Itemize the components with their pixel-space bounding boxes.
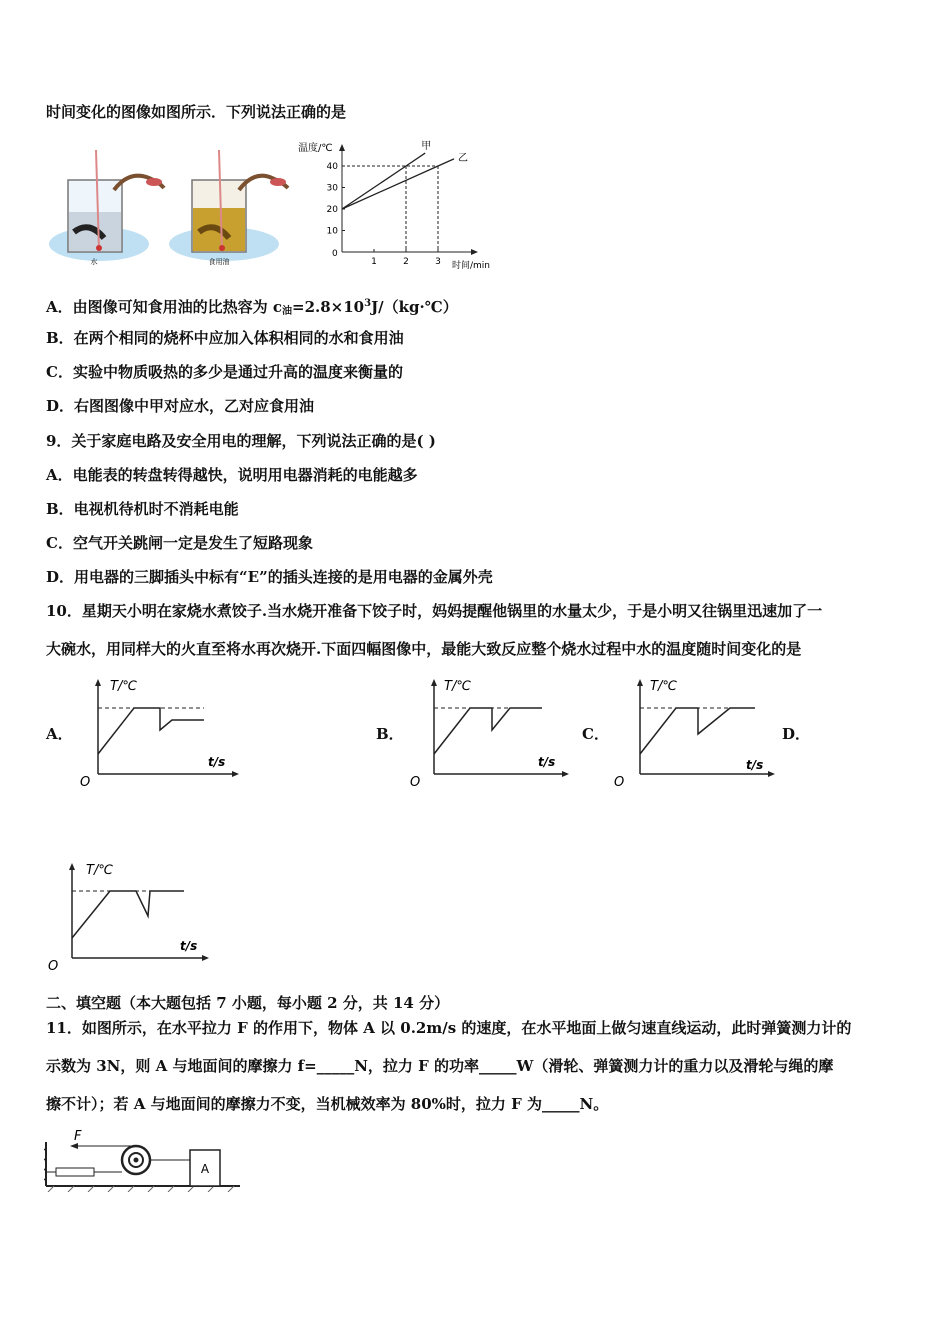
q10-option-c-label[interactable]: C． (582, 725, 609, 743)
q11-block-label: A (200, 1162, 210, 1176)
graph-c-x-label: t/s (746, 758, 764, 772)
water-label: 水 (90, 258, 98, 266)
q8-option-a-mid: =2.8×10 (292, 298, 365, 316)
q11-line2: 示数为 3N，则 A 与地面间的摩擦力 f=_____N，拉力 F 的功率_____W（滑轮、弹簧测力计的重力以及滑轮与绳的摩 (46, 1057, 834, 1075)
graph-d-origin: O (48, 959, 59, 974)
q10-option-d-label[interactable]: D． (782, 725, 811, 743)
chart-x-arrow (471, 249, 478, 255)
q8-option-a-sub: 油 (282, 306, 292, 317)
q11-line3: 擦不计）；若 A 与地面间的摩擦力不变，当机械效率为 80%时，拉力 F 为_____N。 (46, 1095, 609, 1113)
graph-a-y-label: T/℃ (110, 679, 137, 694)
q10-graph-c[interactable] (610, 674, 780, 792)
q11-force-label: F (74, 1129, 82, 1144)
graph-a-x-label: t/s (208, 755, 226, 769)
graph-c-y-label: T/℃ (650, 679, 677, 694)
graph-a-origin: O (80, 775, 91, 790)
intro-text: 时间变化的图像如图所示．下列说法正确的是 (46, 103, 347, 121)
q10-graph-a[interactable] (74, 674, 244, 792)
graph-d-x-label: t/s (180, 939, 198, 953)
beaker-figure (44, 140, 294, 268)
q10-stem-line2: 大碗水，用同样大的火直至将水再次烧开.下面四幅图像中，最能大致反应整个烧水过程中水的温度随时间变化的是 (46, 640, 802, 658)
q8-option-c[interactable]: C．实验中物质吸热的多少是通过升高的温度来衡量的 (46, 363, 403, 381)
series-0-label: 甲 (421, 141, 432, 153)
q10-graph-b[interactable] (404, 674, 574, 792)
oil-beaker (169, 150, 288, 261)
q10-option-a-label[interactable]: A． (46, 725, 73, 743)
x-tick-label-3: 3 (435, 257, 441, 267)
chart-y-label: 温度/℃ (298, 143, 333, 154)
oil-label: 食用油 (208, 258, 230, 266)
series-1-label: 乙 (458, 152, 468, 164)
chart-origin: 0 (332, 249, 338, 259)
x-tick-label-2: 2 (403, 257, 409, 267)
y-tick-label-20: 20 (326, 205, 338, 215)
x-tick-label-1: 1 (371, 257, 377, 267)
q9-option-a[interactable]: A．电能表的转盘转得越快，说明用电器消耗的电能越多 (46, 466, 418, 484)
q9-option-c[interactable]: C．空气开关跳闸一定是发生了短路现象 (46, 534, 313, 552)
series-0-line (342, 153, 425, 209)
graph-b-y-label: T/℃ (444, 679, 471, 694)
q9-option-b[interactable]: B．电视机待机时不消耗电能 (46, 500, 239, 518)
temperature-chart (296, 134, 500, 272)
q10-graph-d[interactable] (44, 858, 214, 976)
graph-d-y-label: T/℃ (86, 863, 113, 878)
graph-c-origin: O (614, 775, 625, 790)
q11-pulley-figure (44, 1128, 244, 1192)
y-tick-label-10: 10 (326, 226, 338, 237)
chart-y-arrow (339, 144, 345, 151)
q8-option-a-pre: A．由图像可知食用油的比热容为 c (46, 298, 282, 316)
q8-option-a[interactable] (46, 294, 458, 322)
q9-stem: 9．关于家庭电路及安全用电的理解，下列说法正确的是( ) (46, 432, 436, 450)
q8-option-d[interactable]: D．右图图像中甲对应水，乙对应食用油 (46, 397, 315, 415)
graph-b-x-label: t/s (538, 755, 556, 769)
q10-option-b-label[interactable]: B． (376, 725, 404, 743)
q8-option-a-post: J/（kg·℃） (371, 298, 458, 316)
section2-title: 二、填空题（本大题包括 7 小题，每小题 2 分，共 14 分） (46, 994, 450, 1012)
graph-b-origin: O (410, 775, 421, 790)
q9-option-d[interactable]: D．用电器的三脚插头中标有“E”的插头连接的是用电器的金属外壳 (46, 568, 493, 586)
y-tick-label-40: 40 (326, 162, 338, 172)
y-tick-label-30: 30 (326, 183, 338, 194)
q8-option-a-sup: 3 (364, 298, 372, 309)
q11-line1: 11．如图所示，在水平拉力 F 的作用下，物体 A 以 0.2m/s 的速度，在水平地面上做匀速直线运动，此时弹簧测力计的 (46, 1019, 852, 1037)
chart-x-label: 时间/min (452, 261, 491, 271)
q8-option-b[interactable]: B．在两个相同的烧杯中应加入体积相同的水和食用油 (46, 329, 404, 347)
q10-stem-line1: 10．星期天小明在家烧水煮饺子.当水烧开准备下饺子时，妈妈提醒他锅里的水量太少，于是小明又往锅里迅速加了一 (46, 602, 823, 620)
water-beaker (49, 150, 164, 261)
